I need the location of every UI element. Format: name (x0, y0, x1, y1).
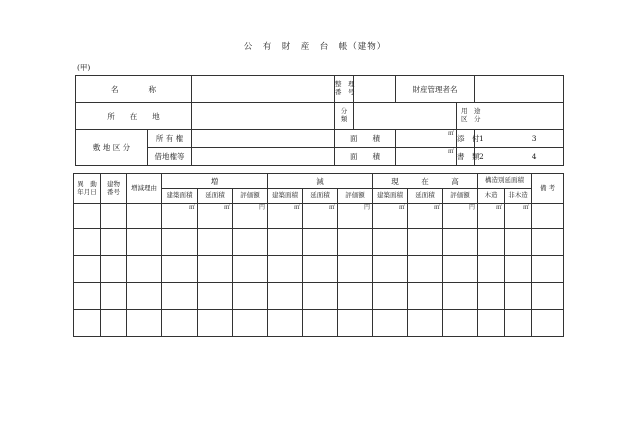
table-cell[interactable] (127, 229, 162, 256)
table-cell[interactable] (532, 256, 564, 283)
table-cell[interactable] (478, 283, 505, 310)
table-cell[interactable] (303, 229, 338, 256)
shakuchiken-value[interactable] (192, 148, 335, 166)
gen-hyoka-header: 評価額 (338, 189, 373, 204)
gen-kenchiku-header: 建築面積 (268, 189, 303, 204)
property-info-table (75, 75, 564, 166)
table-cell[interactable] (532, 283, 564, 310)
gen-header: 減 (268, 174, 373, 189)
table-cell[interactable] (101, 283, 127, 310)
table-cell[interactable] (74, 204, 101, 229)
table-row (74, 256, 564, 283)
table-cell[interactable] (532, 229, 564, 256)
table-cell[interactable] (233, 310, 268, 337)
table-cell[interactable] (303, 256, 338, 283)
table-cell[interactable] (127, 283, 162, 310)
menseki-label-2: 面 積 (335, 148, 396, 166)
genzai-nobe-header: 延面積 (408, 189, 443, 204)
zo-header: 増 (162, 174, 268, 189)
table-cell[interactable] (338, 310, 373, 337)
table-cell[interactable] (268, 283, 303, 310)
table-cell[interactable] (198, 229, 233, 256)
table-cell[interactable] (303, 310, 338, 337)
shozaichi-value[interactable] (192, 103, 335, 130)
bunrui-value[interactable] (354, 103, 457, 130)
unit-cell[interactable]: ㎡ (408, 204, 443, 229)
seiri-label: 整 理 番 号 (335, 76, 354, 103)
table-cell[interactable] (101, 229, 127, 256)
table-cell[interactable] (127, 256, 162, 283)
table-cell[interactable] (505, 283, 532, 310)
bunrui-label: 分 類 (335, 103, 354, 130)
table-cell[interactable] (101, 256, 127, 283)
menseki-value-1[interactable]: ㎡ (396, 130, 457, 148)
table-row (74, 229, 564, 256)
table-cell[interactable] (74, 310, 101, 337)
table-row (74, 310, 564, 337)
table-cell[interactable] (338, 256, 373, 283)
table-cell[interactable] (233, 256, 268, 283)
zo-nobe-header: 延面積 (198, 189, 233, 204)
table-cell[interactable] (443, 229, 478, 256)
zo-kenchiku-header: 建築面積 (162, 189, 198, 204)
table-cell[interactable] (268, 229, 303, 256)
kanrisha-label: 財産管理者名 (396, 76, 475, 103)
kozo-header: 構造別延面積 (478, 174, 532, 189)
unit-cell[interactable]: ㎡ (198, 204, 233, 229)
zo-hyoka-header: 評価額 (233, 189, 268, 204)
table-cell[interactable] (101, 310, 127, 337)
seiri-value[interactable] (354, 76, 396, 103)
table-cell[interactable] (408, 256, 443, 283)
shakuchiken-label: 借地権等 (148, 148, 192, 166)
shorui-nums: 2 4 (475, 148, 564, 166)
ido-header: 異 動 年月日 (74, 174, 101, 204)
table-cell[interactable] (162, 229, 198, 256)
table-cell[interactable] (443, 256, 478, 283)
shorui-label: 書 類 (457, 148, 475, 166)
table-cell[interactable] (162, 310, 198, 337)
unit-cell[interactable]: 円 (338, 204, 373, 229)
table-cell[interactable] (478, 256, 505, 283)
table-cell[interactable] (478, 229, 505, 256)
table-cell[interactable] (127, 204, 162, 229)
shoyuken-label: 所 有 権 (148, 130, 192, 148)
unit-cell[interactable]: ㎡ (162, 204, 198, 229)
table-cell[interactable] (532, 204, 564, 229)
table-cell[interactable] (478, 310, 505, 337)
table-cell[interactable] (303, 283, 338, 310)
unit-cell[interactable]: ㎡ (268, 204, 303, 229)
zogen-header: 増減理由 (127, 174, 162, 204)
table-cell[interactable] (268, 256, 303, 283)
table-row (74, 204, 564, 229)
table-cell[interactable] (233, 229, 268, 256)
change-history-table (73, 173, 564, 337)
table-cell[interactable] (408, 229, 443, 256)
table-cell[interactable] (162, 283, 198, 310)
table-cell[interactable] (162, 256, 198, 283)
table-cell[interactable] (268, 310, 303, 337)
unit-cell[interactable]: ㎡ (505, 204, 532, 229)
table-cell[interactable] (373, 229, 408, 256)
name-value[interactable] (192, 76, 335, 103)
biko-header: 備 考 (532, 174, 564, 204)
shikichi-label: 敷 地 区 分 (76, 130, 148, 166)
name-label: 名 称 (76, 76, 192, 103)
table-cell[interactable] (74, 256, 101, 283)
yoto-label: 用 途 区 分 (457, 103, 564, 130)
tatemono-header: 建物 番号 (101, 174, 127, 204)
table-cell[interactable] (408, 310, 443, 337)
unit-cell[interactable]: ㎡ (303, 204, 338, 229)
table-cell[interactable] (505, 310, 532, 337)
himokuzo-header: 非木造 (505, 189, 532, 204)
table-cell[interactable] (127, 310, 162, 337)
table-cell[interactable] (198, 310, 233, 337)
unit-cell[interactable]: 円 (233, 204, 268, 229)
menseki-label-1: 面 積 (335, 130, 396, 148)
table-cell[interactable] (373, 283, 408, 310)
table-cell[interactable] (505, 256, 532, 283)
page-title: 公 有 財 産 台 帳（建物） (243, 42, 387, 52)
table-cell[interactable] (338, 229, 373, 256)
table-row (74, 283, 564, 310)
table-cell[interactable] (373, 256, 408, 283)
table-cell[interactable] (505, 229, 532, 256)
table-cell[interactable] (373, 310, 408, 337)
genzai-hyoka-header: 評価額 (443, 189, 478, 204)
table-cell[interactable] (443, 283, 478, 310)
mokuzo-header: 木造 (478, 189, 505, 204)
table-cell[interactable] (532, 310, 564, 337)
genzai-kenchiku-header: 建築面積 (373, 189, 408, 204)
unit-cell[interactable]: ㎡ (478, 204, 505, 229)
table-cell[interactable] (443, 310, 478, 337)
table-cell[interactable] (408, 283, 443, 310)
unit-cell[interactable]: ㎡ (373, 204, 408, 229)
genzai-header: 現 在 高 (373, 174, 478, 189)
table-cell[interactable] (74, 229, 101, 256)
table-cell[interactable] (198, 256, 233, 283)
table-cell[interactable] (198, 283, 233, 310)
tenpu-label: 添 付 (457, 130, 475, 148)
kanrisha-value[interactable] (475, 76, 564, 103)
unit-cell[interactable]: 円 (443, 204, 478, 229)
table-cell[interactable] (233, 283, 268, 310)
table-cell[interactable] (101, 204, 127, 229)
table-cell[interactable] (338, 283, 373, 310)
tenpu-nums: 1 3 (475, 130, 564, 148)
menseki-value-2[interactable]: ㎡ (396, 148, 457, 166)
form-type-label: (甲) (77, 63, 91, 72)
shoyuken-value[interactable] (192, 130, 335, 148)
gen-nobe-header: 延面積 (303, 189, 338, 204)
table-cell[interactable] (74, 283, 101, 310)
shozaichi-label: 所 在 地 (76, 103, 192, 130)
